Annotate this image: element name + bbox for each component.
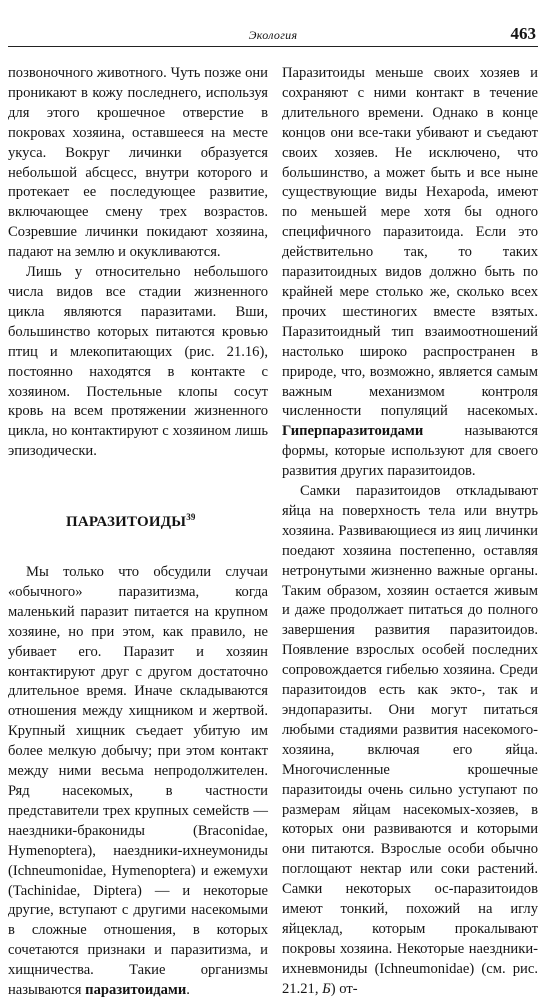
paragraph: позвоночного животного. Чуть позже они проникают в кожу последнего, используя для этого крошечное отверстие в покровах хозяина, оставшееся на месте укуса. Вокруг личинки образуется небольшой абсцесс, внутри которого и протекает ее последующее развитие, включающее смену трех возрастов. Созревшие личинки покидают хозяина, падают на землю и окукливаются. (8, 65, 268, 261)
paragraph-end: . (186, 982, 190, 999)
paragraph-end: называются формы, которые используют для своего развития других паразитоидов. (282, 423, 538, 480)
paragraph-text: Самки паразитоидов откладывают яйца на поверхность тела или внутрь хозяина. Развивающиеся из яиц личинки поедают хозяина постепенно, оставляя нетронутыми жизненно важные органы. Таким образом, хозяин остается живым и даже продолжает питаться до полного завершения развития паразитоидов. Появление взрослых особей последних сопровождается гибелью хозяина. Среди паразитоидов есть как экто-, так и эндопаразиты. Они могут питаться любыми стадиями развития насекомого-хозяина, включая его яйца. Многочисленные крошечные паразитоиды очень сильно уступают по размерам яйцам насекомых-хозяев, в которых они развиваются и которыми они питаются. Взрослые особи обычно поглощают нектар или соки растений. Самки некоторых ос-паразитоидов имеют тонкий, похожий на иглу яйцеклад, которым прокалывают покровы хозяина. Некоторые наездники-ихневмониды (Ichneumonidae) (см. рис. 21.21, (282, 483, 538, 997)
paragraph (8, 563, 268, 1001)
right-column (282, 64, 538, 1000)
heading-text: ПАРАЗИТОИДЫ (66, 514, 187, 531)
page-number: 463 (510, 24, 536, 43)
paragraph (282, 482, 538, 1000)
paragraph-text: Паразитоиды меньше своих хозяев и сохраняют с ними контакт в течение длительного времени. Однако в конце концов они все-таки убивают и съедают своих хозяев. Не исключено, что большинство, а может быть и все ныне существующие виды Hexapoda, имеют по меньшей мере хотя бы одного специфичного паразитоида. Если это действительно так, то таких паразитоидных видов должно быть по крайней мере столько же, сколько всех прочих шестиногих вместе взятых. Паразитоидный тип взаимоотношений настолько широко распространен в природе, что, возможно, является самым важным механизмом контроля численности популяций насекомых. (282, 65, 538, 420)
paragraph-end: ) от- (330, 980, 358, 997)
paragraph: Лишь у относительно небольшого числа видов все стадии жизненного цикла являются паразитами. Вши, большинство которых питаются кровью птиц и млекопитающих (рис. 21.16), постоянно находятся в контакте с хозяином. Постельные клопы сосут кровь на всем протяжении жизненного цикла, но контактируют с хозяином лишь эпизодически. (8, 264, 268, 460)
paragraph (282, 64, 538, 482)
paragraph-text: Мы только что обсудили случаи «обычного» паразитизма, когда маленький паразит питается на крупном хозяине, но при этом, как правило, не убивает его. Паразит и хозяин контактируют друг с другом достаточно длительное время. Иначе складываются отношения между хищником и жертвой. Крупный хищник съедает убитую им более мелкую добычу; при этом контакт между ними весьма непродолжителен. Ряд насекомых, в частности представители трех крупных семейств — наездники-бракониды (Braconidae, Hymenoptera), наездники-ихнеумониды (Ichneumonidae, Hymenoptera) и ежемухи (Tachinidae, Diptera) — и некоторые другие, вступают с другими насекомыми в сложные отношения, в которых сочетаются признаки и паразитизма, и хищничества. Такие организмы называются (8, 564, 268, 999)
figure-ref: Б (322, 980, 331, 997)
footnote-ref: 39 (186, 512, 196, 523)
term-bold: Гиперпаразитоидами (282, 423, 424, 440)
section-heading (66, 508, 268, 533)
term-bold: паразитоидами (85, 982, 187, 999)
section-title: Экология (248, 28, 298, 42)
running-header (8, 24, 538, 47)
left-column (8, 64, 268, 1001)
